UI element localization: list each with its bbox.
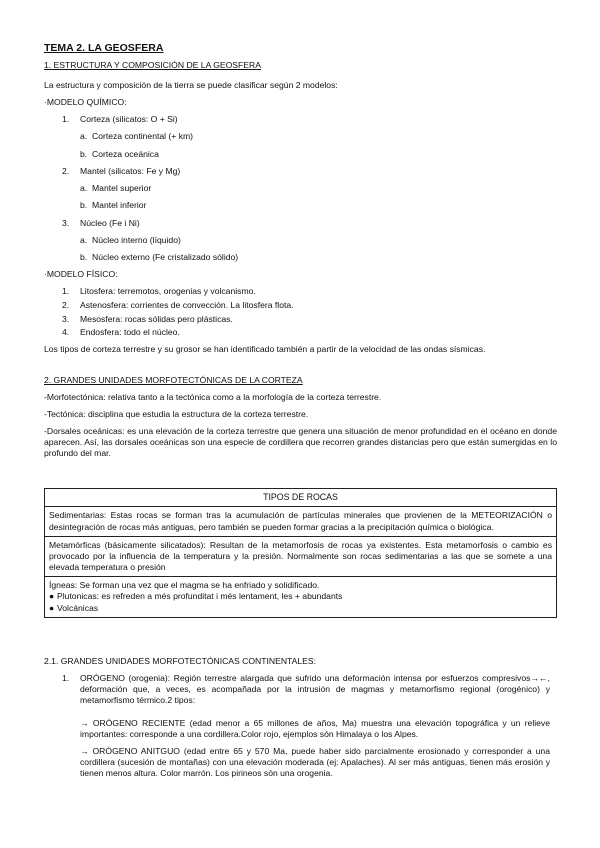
bullet-text: Volcánicas: [57, 602, 99, 613]
sub-list-item: [80, 131, 550, 142]
bullet-icon: ●: [49, 591, 55, 602]
modelo-fisico-label: ·MODELO FÍSICO:: [44, 269, 118, 279]
definition-tectonica: -Tectónica: disciplina que estudia la estructura de la corteza terrestre.: [44, 409, 309, 419]
list-text: Mantel (silicatos: Fe y Mg): [80, 166, 181, 176]
sub-list-text: Mantel superior: [92, 183, 152, 193]
sub-list-letter: b.: [80, 149, 88, 159]
list-number: 2.: [62, 166, 70, 176]
rock-types-table: [44, 488, 557, 618]
sub-list-letter: a.: [80, 183, 88, 193]
orogeno-antiguo: → ORÓGENO ANITGUO (edad entre 65 y 570 Ma, puede haber sido parcialmente erosionado y corresponder a una cordillera (sucesión de montañas) con una elevación moderada (ej: Apalaches). Al ser más antiguas, tienen más erosión y tienen menos altura. Color marrón. Los pirineos són una orogenia.: [80, 746, 550, 779]
sub-list-text: Corteza oceánica: [92, 149, 159, 159]
document-title: TEMA 2. LA GEOSFERA: [44, 42, 164, 54]
bullet-icon: ●: [49, 602, 55, 613]
list-number: 1.: [62, 673, 70, 683]
definition-morfotectonica: -Morfotectónica: relativa tanto a la tectónica como a la morfología de la corteza terrestre.: [44, 392, 382, 402]
rock-igneas-text: Ígneas: Se forman una vez que el magma se ha enfriado y solidificado.: [49, 580, 320, 591]
orogeno-item: [62, 673, 550, 707]
list-number: 1.: [62, 114, 70, 124]
sub-list-letter: a.: [80, 131, 88, 141]
sub-list-letter: a.: [80, 235, 88, 245]
modelo-quimico-label: ·MODELO QUÍMICO:: [44, 97, 127, 107]
sub-list-text: Núcleo interno (líquido): [92, 235, 181, 245]
rock-types-header: TIPOS DE ROCAS: [45, 489, 556, 507]
sub-list-letter: b.: [80, 252, 88, 262]
sub-list-item: [80, 200, 550, 211]
section1-note: Los tipos de corteza terrestre y su grosor se han identificado también a partir de la velocidad de las ondas sísmicas.: [44, 344, 486, 354]
list-text: Núcleo (Fe i Ni): [80, 218, 140, 228]
list-text: Mesosfera: rocas sólidas pero plásticas.: [80, 314, 233, 324]
definition-dorsales: -Dorsales oceánicas: es una elevación de la corteza terrestre que genera una situación de menor profundidad en el océano en donde aparecen. Así, las dorsales oceánicas son una especie de cordillera que recorren grandes distancias pero que están sumergidas en lo profundo del mar.: [44, 426, 557, 459]
rock-igneas: [45, 577, 556, 617]
bullet-text: Plutonicas: es refreden a més profunditat i més lentament, les + abundants: [57, 591, 343, 602]
list-item: [62, 300, 550, 311]
list-item: [62, 166, 550, 177]
sub-list-item: [80, 252, 550, 263]
orogeno-reciente: → ORÓGENO RECIENTE (edad menor a 65 millones de años, Ma) muestra una elevación topográfica y un relieve importantes: corresponde a una cordillera.Color rojo, ejemplos són Himalaya o los Alpes.: [80, 718, 550, 740]
section1-intro: La estructura y composición de la tierra se puede clasificar según 2 modelos:: [44, 80, 338, 90]
section2-heading: 2. GRANDES UNIDADES MORFOTECTÓNICAS DE LA CORTEZA: [44, 375, 303, 385]
list-number: 4.: [62, 327, 70, 337]
sub-list-text: Mantel inferior: [92, 200, 147, 210]
list-number: 3.: [62, 218, 70, 228]
list-text: Endosfera: todo el núcleo.: [80, 327, 180, 337]
rock-igneas-bullet-2: [49, 603, 552, 614]
rock-igneas-bullet-1: [49, 591, 552, 602]
list-number: 1.: [62, 286, 70, 296]
rock-metamorficas: Metamórficas (básicamente silicatados): Resultan de la metamorfosis de rocas ya existentes. Esta metamorfosis o cambio es provocado por la influencia de la temperatura y la presión. Normalmente son rocas sedimentarias a las que se somete a una elevada temperatura o presión: [45, 537, 556, 578]
sub-list-letter: b.: [80, 200, 88, 210]
list-text: Corteza (silicatos: O + Si): [80, 114, 178, 124]
sub-list-text: Corteza continental (+ km): [92, 131, 194, 141]
section1-heading: 1. ESTRUCTURA Y COMPOSICIÓN DE LA GEOSFERA: [44, 60, 261, 70]
list-item: [62, 218, 550, 229]
list-item: [62, 286, 550, 297]
sub-list-text: Núcleo externo (Fe cristalizado sólido): [92, 252, 239, 262]
section21-heading: 2.1. GRANDES UNIDADES MORFOTECTÓNICAS CONTINENTALES:: [44, 656, 317, 666]
list-text: Litosfera: terremotos, orogenias y volcanismo.: [80, 286, 256, 296]
rock-sedimentarias: Sedimentarias: Estas rocas se forman tras la acumulación de partículas minerales que provienen de la METEORIZACIÓN o desintegración de rocas más antiguas, pero también se pueden formar gracias a la precipitación química o biológica.: [45, 507, 556, 536]
orogeno-text: ORÓGENO (orogenia): Región terrestre alargada que sufrido una deformación intensa por esfuerzos compresivos→←, deformación que, a veces, es acompañada por la intrusión de magmas y metamorfismo regional (orogénico) y metamorfismo térmico.2 tipos:: [80, 673, 550, 706]
list-text: Astenosfera: corrientes de convección. La litosfera flota.: [80, 300, 294, 310]
list-number: 3.: [62, 314, 70, 324]
list-number: 2.: [62, 300, 70, 310]
list-item: [62, 314, 550, 325]
list-item: [62, 114, 550, 125]
sub-list-item: [80, 149, 550, 160]
sub-list-item: [80, 183, 550, 194]
list-item: [62, 327, 550, 338]
sub-list-item: [80, 235, 550, 246]
